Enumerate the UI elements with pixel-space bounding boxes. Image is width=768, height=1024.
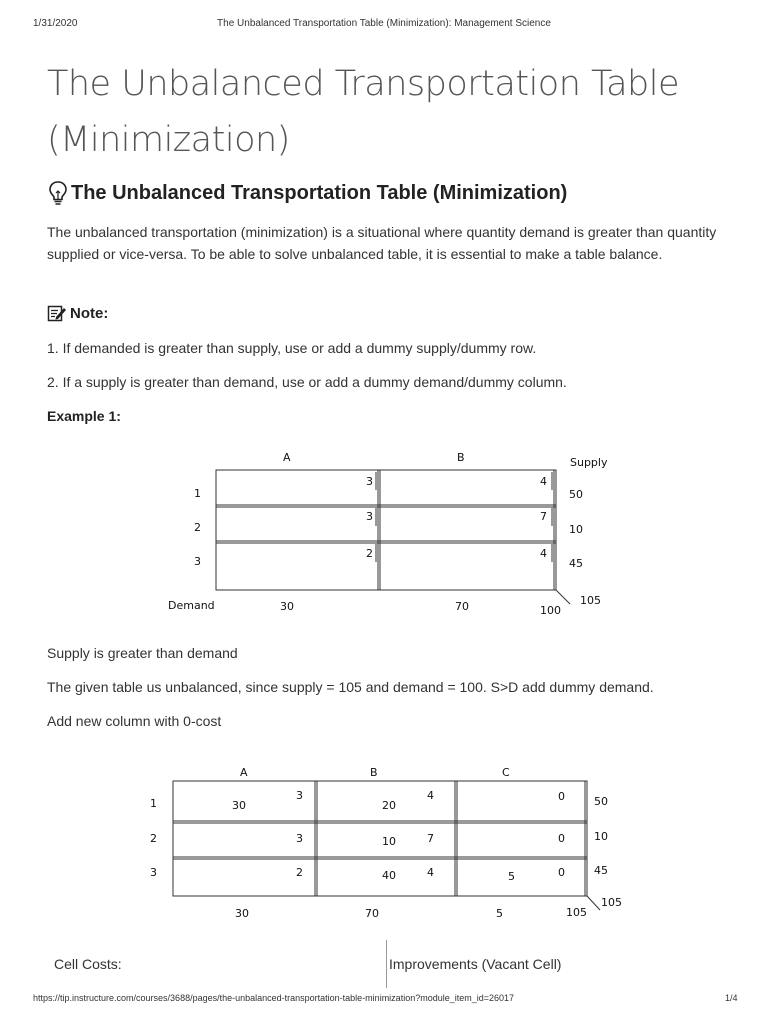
table-1-grid [216,470,570,604]
t1-row-1: 1 [194,487,201,500]
print-page-title: The Unbalanced Transportation Table (Minimization): Management Science [217,18,551,29]
t1-col-a: A [283,451,291,464]
t1-col-b: B [457,451,465,464]
t2-supply-1: 50 [594,795,608,808]
t1-demand-total: 100 [540,604,561,617]
t2-alloc-2b: 10 [382,835,396,848]
t1-cost-2a: 3 [366,510,373,523]
t1-row-2: 2 [194,521,201,534]
t2-row-3: 3 [150,866,157,879]
add-column-line: Add new column with 0-cost [47,713,222,729]
t1-demand-a: 30 [280,600,294,613]
t2-col-a: A [240,766,248,779]
section-heading-text: The Unbalanced Transportation Table (Minimization) [71,181,568,204]
t1-cost-3a: 2 [366,547,373,560]
page-title: The Unbalanced Transportation Table (Minimization) [47,64,680,160]
t2-col-b: B [370,766,378,779]
t1-supply-label: Supply [570,456,608,469]
example-label: Example 1: [47,408,121,424]
t2-alloc-1a: 30 [232,799,246,812]
t2-cost-2b: 7 [427,832,434,845]
t2-cost-1b: 4 [427,789,434,802]
note-label: Note: [70,304,109,322]
print-header [0,18,768,32]
t2-row-1: 1 [150,797,157,810]
t1-supply-2: 10 [569,523,583,536]
t2-alloc-3c: 5 [508,870,515,883]
note-heading [47,304,108,322]
t1-cost-3b: 4 [540,547,547,560]
t2-row-2: 2 [150,832,157,845]
note-item-1: 1. If demanded is greater than supply, use or add a dummy supply/dummy row. [47,340,537,356]
intro-paragraph: The unbalanced transportation (minimization) is a situational where quantity demand is greater than quantity supplied or vice-versa. To be able to solve unbalanced table, it is essential to make a table balance. [47,224,717,262]
section-heading [47,180,567,206]
memo-pencil-icon [47,304,67,322]
t2-demand-c: 5 [496,907,503,920]
transportation-table-2 [0,760,768,930]
t2-cost-3c: 0 [558,866,565,879]
t2-supply-total: 105 [601,896,622,909]
t2-cost-1a: 3 [296,789,303,802]
t2-cost-1c: 0 [558,790,565,803]
note-item-2: 2. If a supply is greater than demand, use or add a dummy demand/dummy column. [47,374,567,390]
unbalanced-line: The given table us unbalanced, since supply = 105 and demand = 100. S>D add dummy demand. [47,679,654,695]
t2-demand-b: 70 [365,907,379,920]
t2-col-c: C [502,766,510,779]
t1-row-3: 3 [194,555,201,568]
t2-supply-2: 10 [594,830,608,843]
t2-cost-2a: 3 [296,832,303,845]
t2-alloc-1b: 20 [382,799,396,812]
t1-cost-2b: 7 [540,510,547,523]
t2-demand-a: 30 [235,907,249,920]
supply-greater-line: Supply is greater than demand [47,645,238,661]
t1-cost-1a: 3 [366,475,373,488]
t2-cost-3b: 4 [427,866,434,879]
print-page-number: 1/4 [725,993,738,1003]
t2-supply-3: 45 [594,864,608,877]
t2-demand-total: 105 [566,906,587,919]
transportation-table-1 [0,440,768,620]
t2-cost-2c: 0 [558,832,565,845]
column-divider [386,940,387,988]
t1-supply-total: 105 [580,594,601,607]
improvements-label: Improvements (Vacant Cell) [389,956,562,972]
t1-cost-1b: 4 [540,475,547,488]
lightbulb-icon [47,180,69,206]
t2-alloc-3b: 40 [382,869,396,882]
t1-demand-label: Demand [168,599,215,612]
t2-cost-3a: 2 [296,866,303,879]
cell-costs-label: Cell Costs: [54,956,122,972]
print-date: 1/31/2020 [33,18,78,29]
t1-supply-1: 50 [569,488,583,501]
t1-demand-b: 70 [455,600,469,613]
t1-supply-3: 45 [569,557,583,570]
print-url: https://tip.instructure.com/courses/3688/pages/the-unbalanced-transportation-table-minimization?module_item_id=26017 [33,993,515,1003]
